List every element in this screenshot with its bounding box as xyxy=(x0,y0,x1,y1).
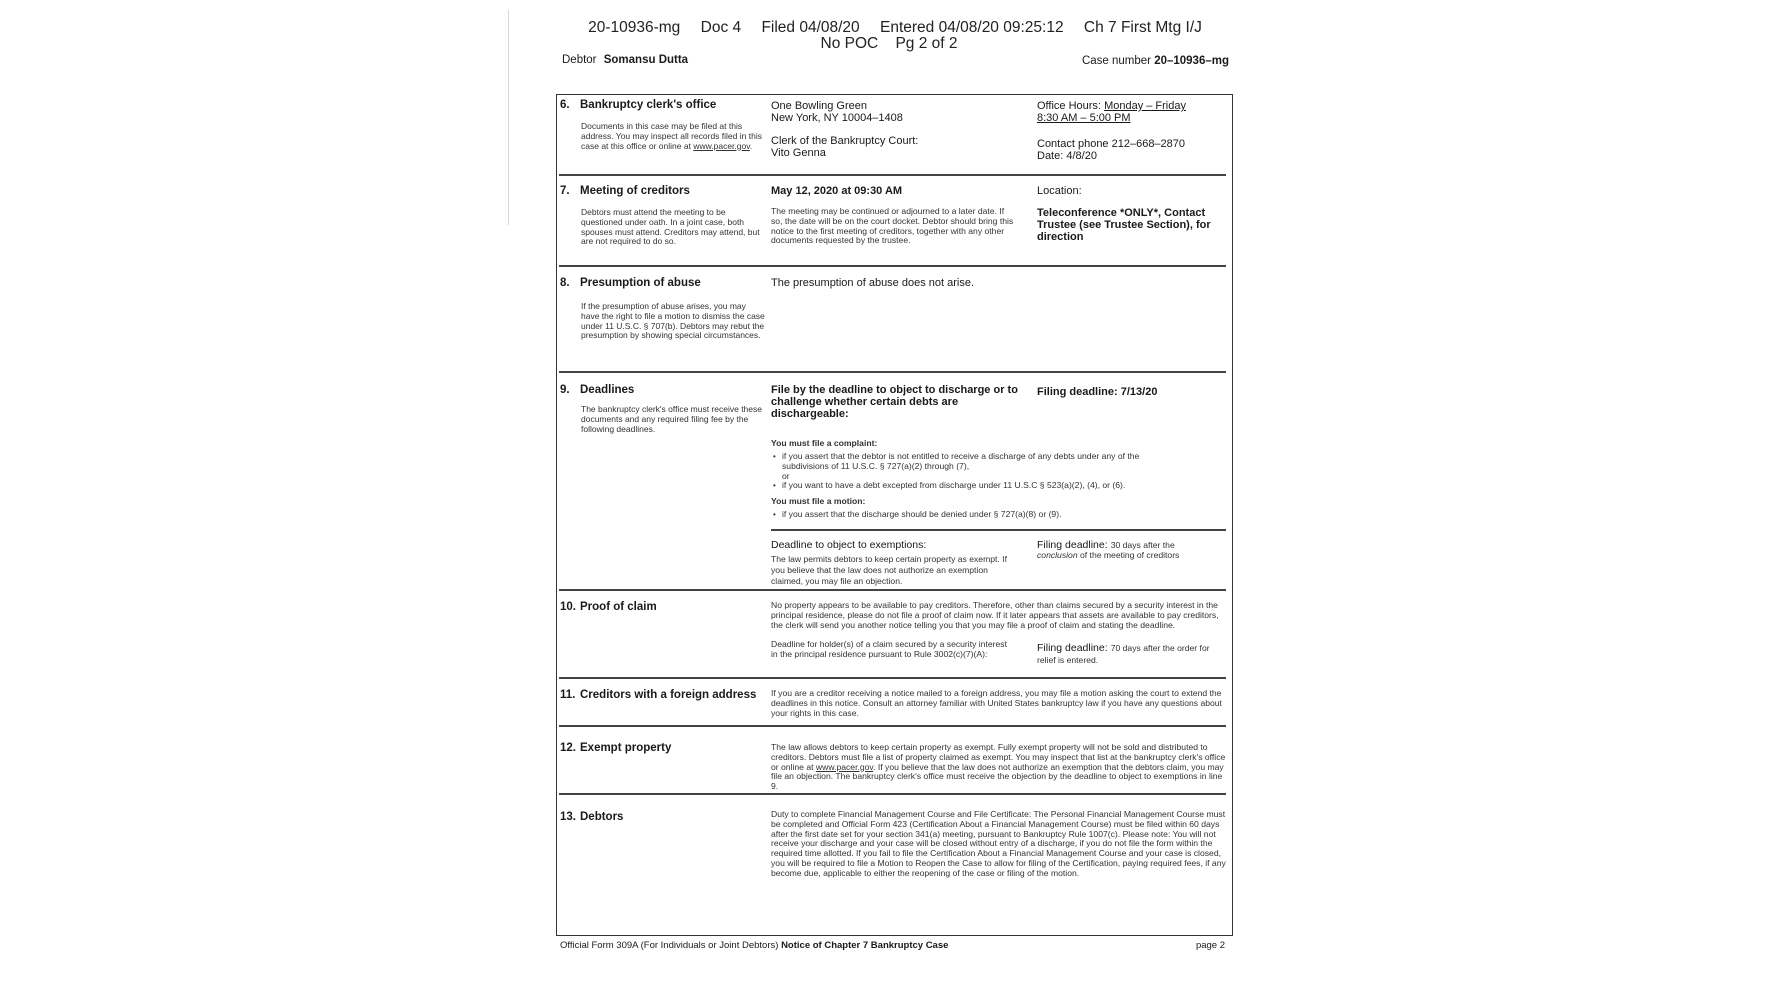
complaint-list xyxy=(771,452,1171,491)
motion-list xyxy=(771,510,1171,520)
motion-item: • if you assert that the discharge should be denied under § 727(a)(8) or (9). xyxy=(771,510,1171,520)
section-6-heading: 6. Bankruptcy clerk's office xyxy=(560,99,717,111)
stamp-entered: Entered 04/08/20 09:25:12 xyxy=(880,19,1064,36)
footer-page-number: page 2 xyxy=(1195,940,1225,951)
section-13-heading: 13. Debtors xyxy=(560,811,624,823)
case-number-label: Case number xyxy=(1081,55,1151,67)
section-6-description: Documents in this case may be filed at this address. You may inspect all records filed in this case at this office or online at www.pacer.gov. xyxy=(581,121,762,151)
pacer-link[interactable]: www.pacer.gov xyxy=(693,140,750,151)
separator xyxy=(771,529,1226,531)
clerk-label: Clerk of the Bankruptcy Court: xyxy=(771,135,919,147)
exempt-property-text: The law allows debtors to keep certain property as exempt. Fully exempt property will not be sold and distributed to creditors. Debtors must file a list of property claimed as exempt. You may inspect that list at the bankruptcy clerk's office or online at www.pacer.gov. If you believe that the law does not authorize an exemption that the debtors claim, you may file an objection. The bankruptcy clerk's office must receive the objection by the deadline to object to exemptions in line 9. xyxy=(771,742,1226,792)
presumption-text: The presumption of abuse does not arise. xyxy=(771,277,975,289)
location-label: Location: xyxy=(1037,185,1082,197)
motion-heading: You must file a motion: xyxy=(771,496,866,506)
separator xyxy=(559,725,1226,727)
office-hours-label: Office Hours: xyxy=(1037,100,1101,112)
meeting-note: The meeting may be continued or adjourned to a later date. If so, the date will be on the court docket. Debtor should bring this notice to the first meeting of creditors, together with any other documents requested by the trustee. xyxy=(771,206,1014,246)
section-8-heading: 8. Presumption of abuse xyxy=(560,277,701,289)
stamp-main-doc: Ch 7 First Mtg I/J xyxy=(1083,19,1202,36)
contact-phone: Contact phone 212–668–2870 xyxy=(1037,138,1186,150)
section-9-heading: 9. Deadlines xyxy=(560,384,635,396)
debtor-line xyxy=(562,54,688,66)
meeting-location: Teleconference *ONLY*, Contact Trustee (see Trustee Section), for direction xyxy=(1037,207,1211,243)
holder-deadline-text: Deadline for holder(s) of a claim secured by a security interest in the principal residence pursuant to Rule 3002(c)(7)(A): xyxy=(771,639,1007,659)
complaint-item: • if you assert that the debtor is not entitled to receive a discharge of any debts under any of the subdivisions of 11 U.S.C. § 727(a)(2) through (7), xyxy=(771,452,1171,472)
section-8-description: If the presumption of abuse arises, you may have the right to file a motion to dismiss the case under 11 U.S.C. § 707(b). Debtors may rebut the presumption by showing special circumstances. xyxy=(581,301,765,341)
separator xyxy=(559,677,1226,679)
court-filing-stamp xyxy=(0,20,1778,52)
pacer-link[interactable]: www.pacer.gov xyxy=(815,761,874,772)
footer-notice-title: Notice of Chapter 7 Bankruptcy Case xyxy=(781,940,949,951)
notice-date: Date: 4/8/20 xyxy=(1037,150,1097,162)
office-hours xyxy=(1037,100,1186,124)
discharge-filing-deadline: Filing deadline: 7/13/20 xyxy=(1037,386,1158,398)
separator xyxy=(559,793,1226,795)
case-number-value: 20–10936–mg xyxy=(1154,55,1229,67)
separator xyxy=(559,265,1226,267)
address-line-2: New York, NY 10004–1408 xyxy=(771,112,903,124)
complaint-item: • if you want to have a debt excepted from discharge under 11 U.S.C § 523(a)(2), (4), or (6). xyxy=(771,481,1171,491)
office-hours-days: Monday – Friday xyxy=(1104,100,1186,112)
stamp-case-number: 20-10936-mg xyxy=(588,19,681,36)
address-line-1: One Bowling Green xyxy=(771,100,867,112)
exemptions-heading: Deadline to object to exemptions: xyxy=(771,539,927,551)
foreign-address-text: If you are a creditor receiving a notice mailed to a foreign address, you may file a motion asking the court to extend the deadlines in this notice. Consult an attorney familiar with United States bankruptcy law if you have any questions about your rights in this case. xyxy=(771,688,1222,718)
complaint-heading: You must file a complaint: xyxy=(771,438,878,448)
debtors-course-text: Duty to complete Financial Management Course and File Certificate: The Personal Financial Management Course must be completed and Official Form 423 (Certification About a Financial Management Course) must be filed within 60 days after the first date set for your section 341(a) meeting, pursuant to Bankruptcy Rule 1007(c). Please note: You will not receive your discharge and your case will be closed without entry of a discharge, if you do not file the form within the required time allotted. If you fail to file the Certification About a Financial Management Course and your case is closed, you will be required to file a Motion to Reopen the Case to allow for filing of the Certification, paying required fees, if any become due, applicable to either the reopening of the case or filing of the motion. xyxy=(771,809,1226,878)
section-9-description: The bankruptcy clerk's office must receive these documents and any required filing fee by the following deadlines. xyxy=(581,404,762,434)
contact-info xyxy=(1037,138,1185,162)
clerk-address xyxy=(771,100,903,124)
exemptions-deadline: Filing deadline: 30 days after the conclusion of the meeting of creditors xyxy=(1037,539,1180,560)
section-12-heading: 12. Exempt property xyxy=(560,742,672,754)
clerk-name: Vito Genna xyxy=(771,147,826,159)
complaint-or: or xyxy=(782,470,790,481)
section-10-heading: 10. Proof of claim xyxy=(560,601,657,613)
debtor-name: Somansu Dutta xyxy=(603,54,689,66)
stamp-filed: Filed 04/08/20 xyxy=(761,19,860,36)
notice-form xyxy=(556,94,1233,936)
footer-form-number: Official Form 309A (For Individuals or Joint Debtors) xyxy=(560,940,779,951)
stamp-poc: No POC xyxy=(820,35,879,52)
section-7-description: Debtors must attend the meeting to be questioned under oath. In a joint case, both spouses must attend. Creditors may attend, but are not required to do so. xyxy=(581,207,760,247)
meeting-date: May 12, 2020 at 09:30 AM xyxy=(771,185,903,197)
proof-of-claim-deadline: Filing deadline: 70 days after the order for relief is entered. xyxy=(1037,642,1210,665)
stamp-doc: Doc 4 xyxy=(700,19,742,36)
office-hours-time: 8:30 AM – 5:00 PM xyxy=(1037,112,1131,124)
stamp-page: Pg 2 of 2 xyxy=(895,35,958,52)
section-7-heading: 7. Meeting of creditors xyxy=(560,185,690,197)
separator xyxy=(559,371,1226,373)
proof-of-claim-text: No property appears to be available to pay creditors. Therefore, other than claims secured by a security interest in the principal residence, please do not file a proof of claim now. If it later appears that assets are available to pay creditors, the clerk will send you another notice telling you that you may file a proof of claim and stating the deadline. xyxy=(771,600,1219,630)
separator xyxy=(559,174,1226,176)
case-number-line xyxy=(1074,55,1229,67)
debtor-label: Debtor xyxy=(562,54,597,66)
exemptions-text: The law permits debtors to keep certain property as exempt. If you believe that the law does not authorize an exemption claimed, you may file an objection. xyxy=(771,554,1007,586)
footer-form-title xyxy=(560,940,948,951)
separator xyxy=(559,589,1226,591)
clerk-of-court xyxy=(771,135,918,159)
section-11-heading: 11. Creditors with a foreign address xyxy=(560,689,757,701)
discharge-deadline-heading: File by the deadline to object to discharge or to challenge whether certain debts are dischargeable: xyxy=(771,384,1018,420)
